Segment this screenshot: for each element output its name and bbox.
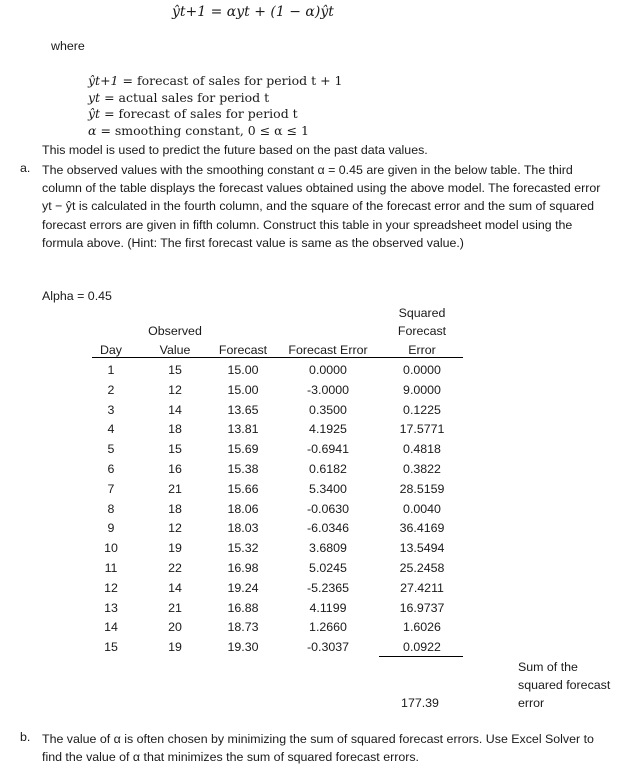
cell-forecast: 15.00 <box>227 363 259 377</box>
cell-squared-error: 17.5771 <box>399 422 445 437</box>
part-b-marker: b. <box>20 730 31 744</box>
cell-day: 15 <box>104 640 118 655</box>
cell-forecast: 19.24 <box>227 580 259 595</box>
header-squared-forecast: Forecast <box>397 324 447 338</box>
cell-forecast-error: -0.0630 <box>306 501 350 516</box>
header-value: Value <box>159 343 191 357</box>
cell-squared-error: 0.0922 <box>403 640 441 655</box>
cell-observed: 20 <box>168 620 182 635</box>
definitions-list <box>88 73 342 139</box>
cell-observed: 12 <box>168 382 182 397</box>
cell-squared-error: 1.6026 <box>403 620 441 635</box>
cell-day: 11 <box>104 561 118 575</box>
cell-observed: 16 <box>168 462 182 476</box>
cell-forecast-error: -3.0000 <box>306 382 350 397</box>
cell-forecast-error: -6.0346 <box>306 521 350 536</box>
header-squared-error: Error <box>408 343 436 357</box>
cell-squared-error: 9.0000 <box>403 382 441 397</box>
header-forecast-error: Forecast Error <box>288 343 368 357</box>
cell-forecast: 15.38 <box>227 462 259 476</box>
intro-text: This model is used to predict the future based on the past data values. <box>42 143 428 157</box>
cell-day: 6 <box>107 462 115 476</box>
cell-day: 13 <box>104 600 118 615</box>
cell-squared-error: 13.5494 <box>399 541 445 556</box>
alpha-label: Alpha = 0.45 <box>42 289 112 303</box>
cell-day: 3 <box>107 402 115 417</box>
cell-squared-error: 36.4169 <box>399 521 445 536</box>
sum-squared-error-label: Sum of the squared forecast error <box>518 660 611 710</box>
definition-forecast-next: ŷt+1 = forecast of sales for period t + 1 <box>88 73 343 88</box>
cell-day: 7 <box>107 481 115 496</box>
cell-forecast: 15.00 <box>227 382 259 397</box>
cell-forecast-error: 5.0245 <box>309 561 347 575</box>
cell-forecast-error: 0.3500 <box>309 402 347 417</box>
cell-squared-error: 28.5159 <box>399 481 445 496</box>
cell-squared-error: 27.4211 <box>400 580 444 595</box>
cell-day: 12 <box>104 580 118 595</box>
cell-day: 4 <box>107 422 115 437</box>
cell-observed: 21 <box>168 481 182 496</box>
cell-observed: 14 <box>168 580 182 595</box>
cell-forecast-error: 4.1199 <box>309 600 347 615</box>
cell-day: 2 <box>107 382 115 397</box>
cell-forecast: 15.69 <box>227 442 259 457</box>
cell-observed: 19 <box>168 541 182 556</box>
header-squared: Squared <box>398 306 446 320</box>
cell-observed: 12 <box>168 521 182 536</box>
cell-forecast-error: 3.6809 <box>309 541 347 556</box>
cell-squared-error: 0.0000 <box>403 363 441 377</box>
cell-day: 14 <box>104 620 118 635</box>
header-forecast: Forecast <box>218 343 268 357</box>
cell-day: 8 <box>107 501 115 516</box>
sum-rule <box>379 656 463 657</box>
cell-forecast-error: -0.6941 <box>306 442 350 457</box>
cell-squared-error: 0.1225 <box>403 402 441 417</box>
cell-forecast: 13.81 <box>227 422 259 437</box>
cell-forecast: 15.66 <box>227 481 259 496</box>
cell-forecast-error: 4.1925 <box>309 422 347 437</box>
cell-observed: 15 <box>168 442 182 457</box>
header-rule <box>92 357 463 358</box>
part-b-text: The value of α is often chosen by minimizing the sum of squared forecast errors. Use Excel Solver to find the value of α that minimizes the sum of squared forecast errors. <box>42 732 594 765</box>
cell-forecast: 18.06 <box>227 501 259 516</box>
cell-day: 10 <box>104 541 118 556</box>
cell-forecast-error: -0.3037 <box>306 640 350 655</box>
cell-forecast: 13.65 <box>227 402 259 417</box>
definition-smoothing-constant: α = smoothing constant, 0 ≤ α ≤ 1 <box>88 122 309 138</box>
cell-observed: 18 <box>168 501 182 516</box>
part-a-text: The observed values with the smoothing constant α = 0.45 are given in the below table. The third column of the table displays the forecast values obtained using the above model. The forecasted error yt − ŷt is calculated in the fourth column, and the square of the forecast error and the sum of squared forecast errors are given in fifth column. Construct this table in your spreadsheet model using the formula above. (Hint: The first forecast value is same as the observed value.) <box>42 163 601 250</box>
cell-observed: 21 <box>168 600 182 615</box>
sum-squared-error-value: 177.39 <box>401 696 439 710</box>
cell-forecast-error: 0.6182 <box>309 462 347 476</box>
cell-observed: 22 <box>168 561 182 575</box>
definition-actual-sales: yt = actual sales for period t <box>88 89 270 105</box>
cell-day: 1 <box>107 363 115 377</box>
part-a-marker: a. <box>20 161 31 175</box>
definition-forecast-current: ŷt = forecast of sales for period t <box>88 106 298 121</box>
cell-forecast: 16.98 <box>227 561 259 575</box>
cell-squared-error: 0.0040 <box>403 501 441 516</box>
cell-forecast: 16.88 <box>227 600 259 615</box>
cell-forecast: 18.73 <box>227 620 259 635</box>
where-label: where <box>51 39 85 53</box>
cell-forecast-error: 1.2660 <box>309 620 347 635</box>
cell-forecast-error: 0.0000 <box>309 363 347 377</box>
cell-observed: 19 <box>168 640 182 655</box>
cell-forecast: 19.30 <box>227 640 259 655</box>
cell-squared-error: 0.4818 <box>403 442 441 457</box>
header-day: Day <box>99 343 123 357</box>
header-observed: Observed <box>148 324 202 338</box>
cell-forecast: 18.03 <box>227 521 259 536</box>
cell-forecast: 15.32 <box>227 541 259 556</box>
cell-day: 5 <box>107 442 115 457</box>
cell-observed: 18 <box>168 422 182 437</box>
cell-squared-error: 0.3822 <box>403 462 441 476</box>
cell-observed: 14 <box>168 402 182 417</box>
cell-squared-error: 25.2458 <box>399 561 445 575</box>
cell-day: 9 <box>107 521 115 536</box>
cell-forecast-error: -5.2365 <box>306 580 350 595</box>
cell-forecast-error: 5.3400 <box>309 481 347 496</box>
cell-observed: 15 <box>168 363 182 377</box>
smoothing-formula: ŷt+1 = αyt + (1 − α)ŷt <box>172 4 334 20</box>
cell-squared-error: 16.9737 <box>399 600 445 615</box>
